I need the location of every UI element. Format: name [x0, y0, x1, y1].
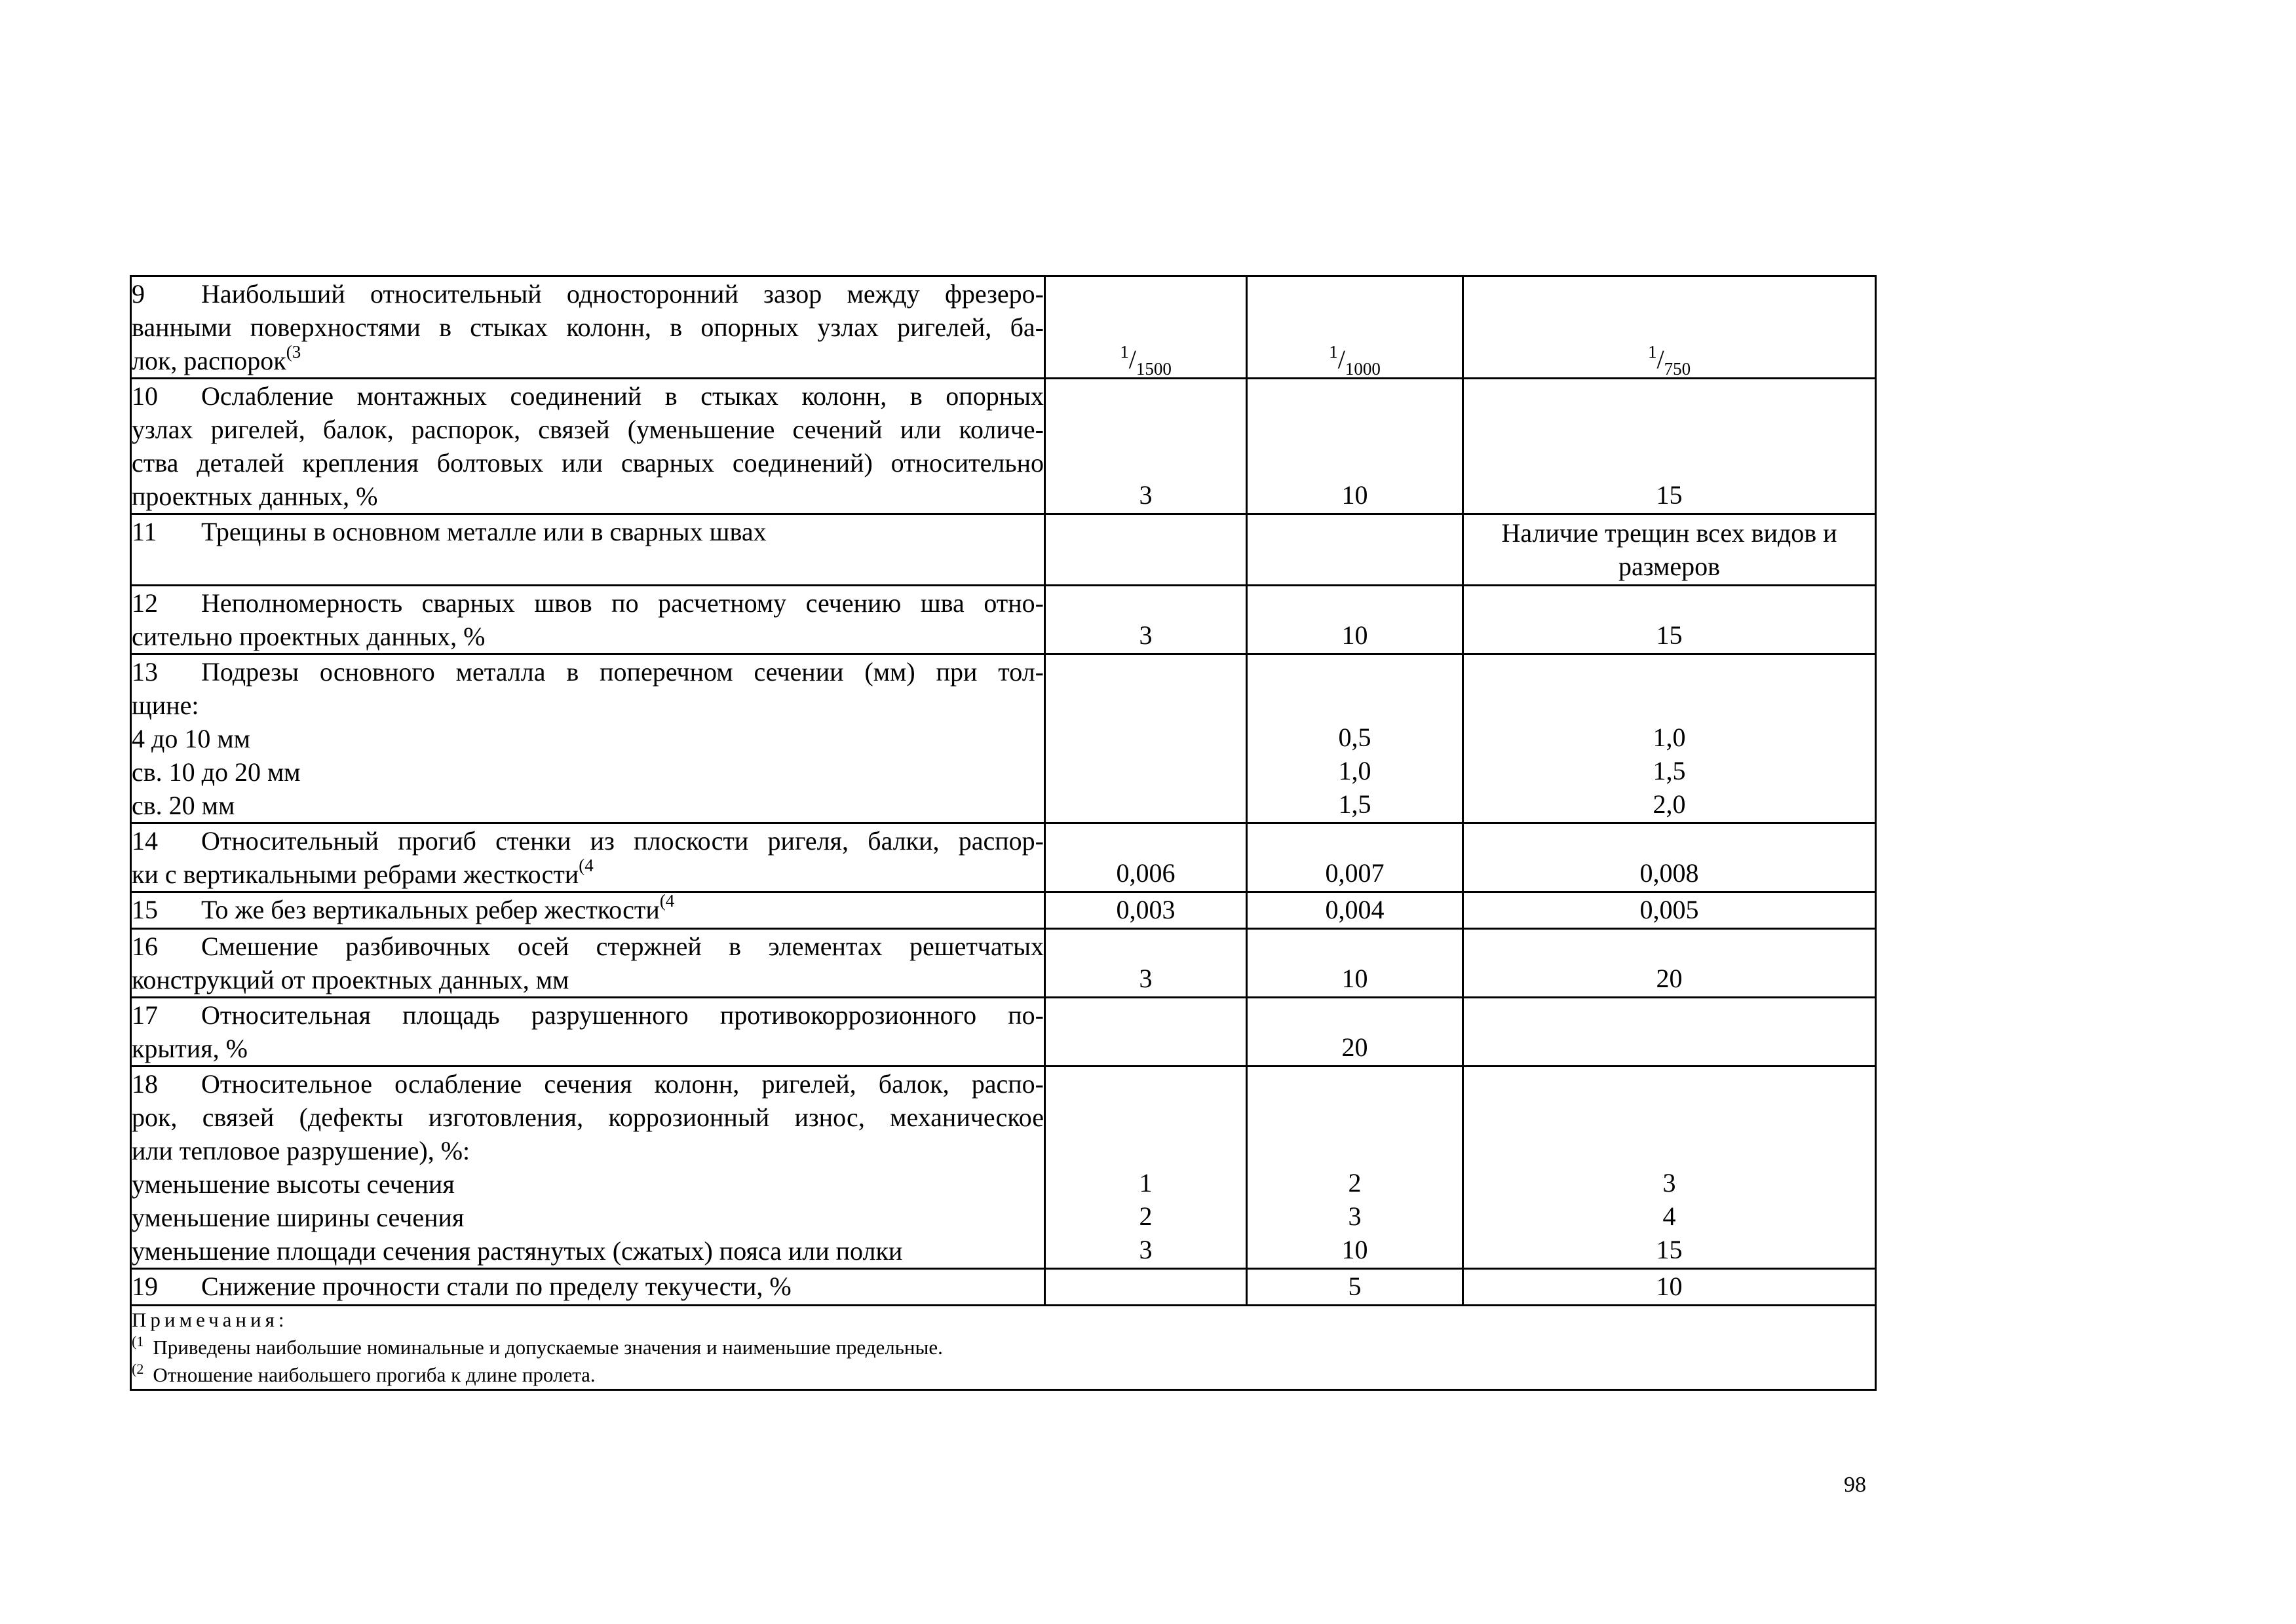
value-cell: 10	[1247, 379, 1463, 514]
row-number: 14	[132, 826, 158, 856]
footnote-mark: (3	[286, 344, 301, 362]
fraction: $^1/_{1000}$	[1329, 342, 1381, 379]
value-cell: 10	[1463, 1269, 1876, 1306]
notes-row	[131, 1306, 1876, 1390]
row-number: 16	[132, 932, 158, 961]
row-description: 14 Относительный прогиб стенки из плоскости ригеля, балки, распор- ки с вертикальными ребрами жесткости$^{(4}$	[131, 823, 1045, 892]
value-cell: 20	[1247, 998, 1463, 1067]
table-row	[131, 514, 1876, 586]
table-row	[131, 276, 1876, 379]
row-description: 10 Ослабление монтажных соединений в стыках колонн, в опорных узлах ригелей, балок, распорок, связей (уменьшение сечений или количе- ства деталей крепления болтовых или сварных соединений) относительно проектных данных, %	[131, 379, 1045, 514]
value-cell: 15	[1463, 379, 1876, 514]
value-cell: 3	[1045, 379, 1247, 514]
row-number: 9	[132, 279, 145, 309]
value-cell: 0,003	[1045, 892, 1247, 929]
value-cell: 0,004	[1247, 892, 1463, 929]
value-cell	[1045, 514, 1247, 586]
footnote-mark: (4	[579, 858, 594, 875]
value-cell	[1247, 276, 1463, 379]
value-cell: 10	[1247, 929, 1463, 998]
table-row	[131, 379, 1876, 514]
fraction: $^1/_{750}$	[1647, 342, 1691, 379]
value-cell: 3	[1045, 929, 1247, 998]
page-number: 98	[1844, 1473, 1866, 1497]
row-description: 15 То же без вертикальных ребер жесткости$^{(4}$	[131, 892, 1045, 929]
value-cell: 0,007	[1247, 823, 1463, 892]
table-row	[131, 929, 1876, 998]
value-cell: 1,0 1,5 2,0	[1463, 654, 1876, 823]
row-description: 12 Неполномерность сварных швов по расчетному сечению шва отно- сительно проектных данных, %	[131, 586, 1045, 654]
table-row	[131, 823, 1876, 892]
row-description: 16 Смешение разбивочных осей стержней в элементах решетчатых конструкций от проектных данных, мм	[131, 929, 1045, 998]
table-row	[131, 1067, 1876, 1269]
value-cell: 0,008	[1463, 823, 1876, 892]
row-number: 18	[132, 1069, 158, 1099]
value-cell: 3	[1045, 586, 1247, 654]
value-cell	[1045, 998, 1247, 1067]
fraction: $^1/_{1500}$	[1120, 342, 1172, 379]
value-cell: 5	[1247, 1269, 1463, 1306]
table-row	[131, 586, 1876, 654]
value-cell	[1247, 514, 1463, 586]
table-row	[131, 1269, 1876, 1306]
notes-cell	[131, 1306, 1876, 1390]
value-cell: 10	[1247, 586, 1463, 654]
row-number: 15	[132, 895, 158, 924]
row-description: 18 Относительное ослабление сечения колонн, ригелей, балок, распо- рок, связей (дефекты изготовления, коррозионный износ, механическое или тепловое разрушение), %: уменьшение высоты сечения уменьшение ширины сечения уменьшение площади сечения растянутых (сжатых) пояса или полки	[131, 1067, 1045, 1269]
note-item: $^{(2}$ Отношение наибольшего прогиба к длине пролета.	[132, 1361, 596, 1386]
value-cell: 0,5 1,0 1,5	[1247, 654, 1463, 823]
value-cell	[1045, 654, 1247, 823]
value-cell: 15	[1463, 586, 1876, 654]
row-number: 12	[132, 588, 158, 618]
row-number: 10	[132, 381, 158, 411]
value-cell: 20	[1463, 929, 1876, 998]
row-number: 13	[132, 657, 158, 687]
row-number: 17	[132, 1000, 158, 1030]
footnote-mark: (4	[659, 893, 675, 911]
row-number: 19	[132, 1272, 158, 1301]
notes-title: Примечания:	[132, 1308, 288, 1331]
value-cell: 3 4 15	[1463, 1067, 1876, 1269]
value-cell: Наличие трещин всех видов и размеров	[1463, 514, 1876, 586]
value-cell: 1 2 3	[1045, 1067, 1247, 1269]
table-row	[131, 654, 1876, 823]
value-cell: 0,006	[1045, 823, 1247, 892]
value-cell: 2 3 10	[1247, 1067, 1463, 1269]
deviation-table	[130, 275, 1877, 1391]
row-description: 19 Снижение прочности стали по пределу текучести, %	[131, 1269, 1045, 1306]
table-row	[131, 998, 1876, 1067]
value-cell: 0,005	[1463, 892, 1876, 929]
row-number: 11	[132, 517, 157, 546]
row-description: 17 Относительная площадь разрушенного противокоррозионного по- крытия, %	[131, 998, 1045, 1067]
value-cell	[1045, 276, 1247, 379]
table-row	[131, 892, 1876, 929]
value-cell	[1463, 276, 1876, 379]
row-description: 13 Подрезы основного металла в поперечном сечении (мм) при тол- щине: 4 до 10 мм св. 10 до 20 мм св. 20 мм	[131, 654, 1045, 823]
row-description: 11 Трещины в основном металле или в сварных швах	[131, 514, 1045, 586]
note-item: $^{(1}$ Приведены наибольшие номинальные и допускаемые значения и наименьшие предельные.	[132, 1333, 943, 1359]
value-cell	[1045, 1269, 1247, 1306]
row-description: 9 Наибольший относительный односторонний зазор между фрезеро- ванными поверхностями в стыках колонн, в опорных узлах ригелей, ба- лок, распорок$^{(3}$	[131, 276, 1045, 379]
value-cell	[1463, 998, 1876, 1067]
